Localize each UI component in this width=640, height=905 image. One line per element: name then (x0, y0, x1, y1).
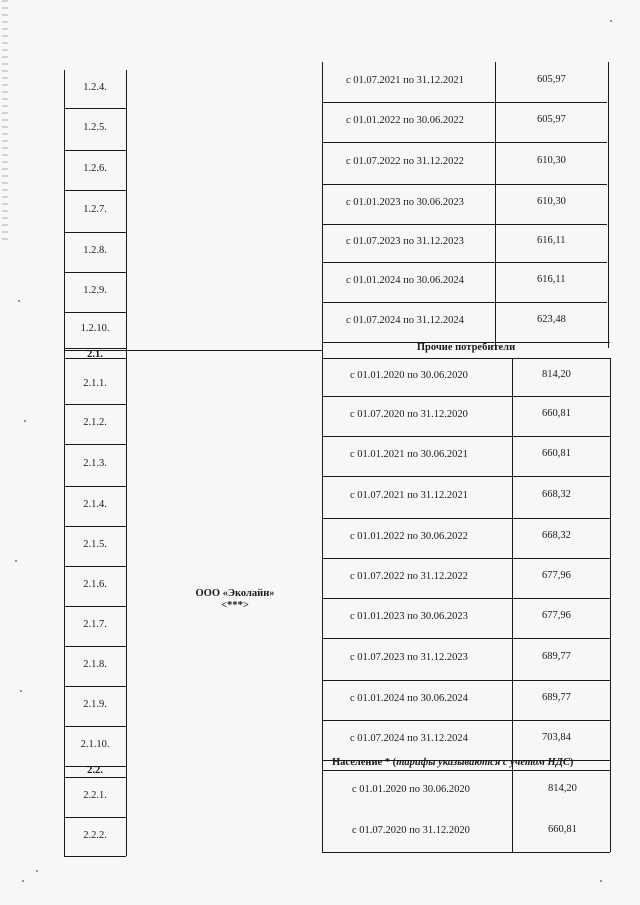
row-code: 1.2.7. (83, 204, 107, 215)
row-tariff: 689,77 (542, 651, 571, 662)
row-rule (322, 396, 610, 397)
group-title-italic: тарифы указываются с учетом НДС (396, 757, 570, 768)
scan-speck (24, 420, 26, 422)
row-rule (64, 566, 126, 567)
row-rule (64, 686, 126, 687)
row-code: 1.2.5. (83, 122, 107, 133)
row-tariff: 814,20 (548, 783, 577, 794)
company-cell (160, 588, 310, 612)
tariff-column-rule-top (495, 62, 496, 350)
right-border-top (608, 62, 609, 348)
row-rule (64, 444, 126, 445)
row-code: 2.1.7. (83, 619, 107, 630)
row-code: 2.2.2. (83, 829, 107, 841)
row-tariff: 660,81 (542, 448, 571, 459)
row-code: 2.1.4. (83, 499, 107, 510)
row-rule (322, 262, 607, 263)
row-period: с 01.01.2024 по 30.06.2024 (346, 275, 464, 286)
group-title-suffix: ) (569, 757, 574, 768)
row-code: 1.2.10. (80, 323, 110, 334)
row-rule (64, 646, 126, 647)
code-column-right-rule (126, 70, 127, 856)
row-period: с 01.01.2022 по 30.06.2022 (346, 115, 464, 126)
row-code: 2.1.8. (83, 659, 107, 670)
row-rule (322, 638, 610, 639)
row-period: с 01.07.2020 по 31.12.2020 (350, 409, 468, 420)
scan-speck (22, 880, 24, 882)
group-title (332, 757, 573, 768)
row-code: 2.2.1. (83, 790, 107, 801)
row-code: 2.1.10. (80, 739, 110, 750)
row-period: с 01.01.2021 по 30.06.2021 (350, 449, 468, 460)
row-rule (322, 224, 607, 225)
row-period: с 01.07.2021 по 31.12.2021 (350, 490, 468, 501)
row-tariff: 689,77 (542, 692, 571, 703)
row-code: 2.1.3. (83, 458, 107, 469)
row-code: 2.1.5. (83, 539, 107, 550)
row-rule (322, 558, 610, 559)
row-rule (322, 302, 607, 303)
row-rule (322, 598, 610, 599)
scan-speck (20, 690, 22, 692)
row-period: с 01.01.2024 по 30.06.2024 (350, 693, 468, 704)
scan-speck (15, 560, 17, 562)
row-rule (64, 404, 126, 405)
row-period: с 01.01.2023 по 30.06.2023 (346, 197, 464, 208)
row-tariff: 660,81 (542, 408, 571, 419)
company-name: ООО «Эколайн» (195, 588, 275, 599)
row-code: 1.2.8. (83, 245, 107, 256)
scan-speck (18, 300, 20, 302)
row-tariff: 668,32 (542, 489, 571, 500)
row-period: с 01.07.2024 по 31.12.2024 (346, 315, 464, 326)
row-code: 2.1.2. (83, 417, 107, 428)
row-period: с 01.01.2020 по 30.06.2020 (350, 370, 468, 381)
group-rule (64, 777, 126, 778)
scan-edge-artifact (2, 0, 8, 240)
tariff-column-rule-bottom (512, 358, 513, 852)
scan-speck (36, 870, 38, 872)
group-rule (126, 350, 322, 351)
row-period: с 01.07.2020 по 31.12.2020 (352, 825, 470, 836)
row-rule (322, 476, 610, 477)
row-tariff: 616,11 (537, 235, 566, 246)
row-rule (64, 856, 126, 857)
row-rule (64, 817, 126, 818)
right-border-bottom (610, 358, 611, 852)
row-rule (64, 486, 126, 487)
row-rule (322, 184, 607, 185)
row-tariff: 605,97 (537, 74, 566, 85)
scan-speck (610, 20, 612, 22)
row-period: с 01.01.2020 по 30.06.2020 (352, 784, 470, 795)
row-rule (322, 436, 610, 437)
row-code: 2.1.9. (83, 699, 107, 710)
row-rule (322, 680, 610, 681)
group-title: Прочие потребители (416, 342, 516, 353)
company-column-right-rule (322, 62, 323, 852)
row-period: с 01.07.2023 по 31.12.2023 (346, 236, 464, 247)
group-rule (322, 770, 610, 771)
row-rule (322, 518, 610, 519)
row-period: с 01.07.2022 по 31.12.2022 (350, 571, 468, 582)
row-tariff: 677,96 (542, 570, 571, 581)
row-rule (322, 358, 610, 359)
row-tariff: 610,30 (537, 196, 566, 207)
row-period: с 01.01.2022 по 30.06.2022 (350, 531, 468, 542)
row-rule (64, 150, 126, 151)
row-period: с 01.07.2021 по 31.12.2021 (346, 75, 464, 86)
row-tariff: 677,96 (542, 610, 571, 621)
row-period: с 01.01.2023 по 30.06.2023 (350, 611, 468, 622)
row-period: с 01.07.2022 по 31.12.2022 (346, 156, 464, 167)
row-rule (322, 102, 607, 103)
row-rule (64, 272, 126, 273)
row-code: 1.2.9. (83, 285, 107, 296)
row-tariff: 660,81 (548, 824, 577, 835)
row-tariff: 814,20 (542, 369, 571, 380)
row-code: 2.1.1. (83, 378, 107, 389)
row-period: с 01.07.2024 по 31.12.2024 (350, 733, 468, 744)
row-tariff: 616,11 (537, 274, 566, 285)
group-title-prefix: Население * ( (332, 757, 397, 768)
company-note: <***> (221, 600, 249, 611)
row-tariff: 668,32 (542, 530, 571, 541)
row-tariff: 610,30 (537, 155, 566, 166)
row-rule (322, 142, 607, 143)
row-rule (64, 190, 126, 191)
row-rule (64, 526, 126, 527)
row-tariff: 623,48 (537, 314, 566, 325)
row-rule (64, 232, 126, 233)
row-rule (64, 312, 126, 313)
row-rule (64, 606, 126, 607)
row-rule (322, 720, 610, 721)
row-tariff: 703,84 (542, 732, 571, 743)
row-rule (64, 726, 126, 727)
row-period: с 01.07.2023 по 31.12.2023 (350, 652, 468, 663)
row-code: 2.1.6. (83, 579, 107, 590)
row-tariff: 605,97 (537, 114, 566, 125)
group-code: 2.2. (87, 765, 103, 776)
table-bottom-rule-right (322, 852, 610, 853)
row-code: 1.2.6. (83, 163, 107, 174)
group-code: 2.1. (87, 349, 103, 360)
row-rule (64, 108, 126, 109)
row-code: 1.2.4. (83, 82, 107, 93)
scan-speck (600, 880, 602, 882)
